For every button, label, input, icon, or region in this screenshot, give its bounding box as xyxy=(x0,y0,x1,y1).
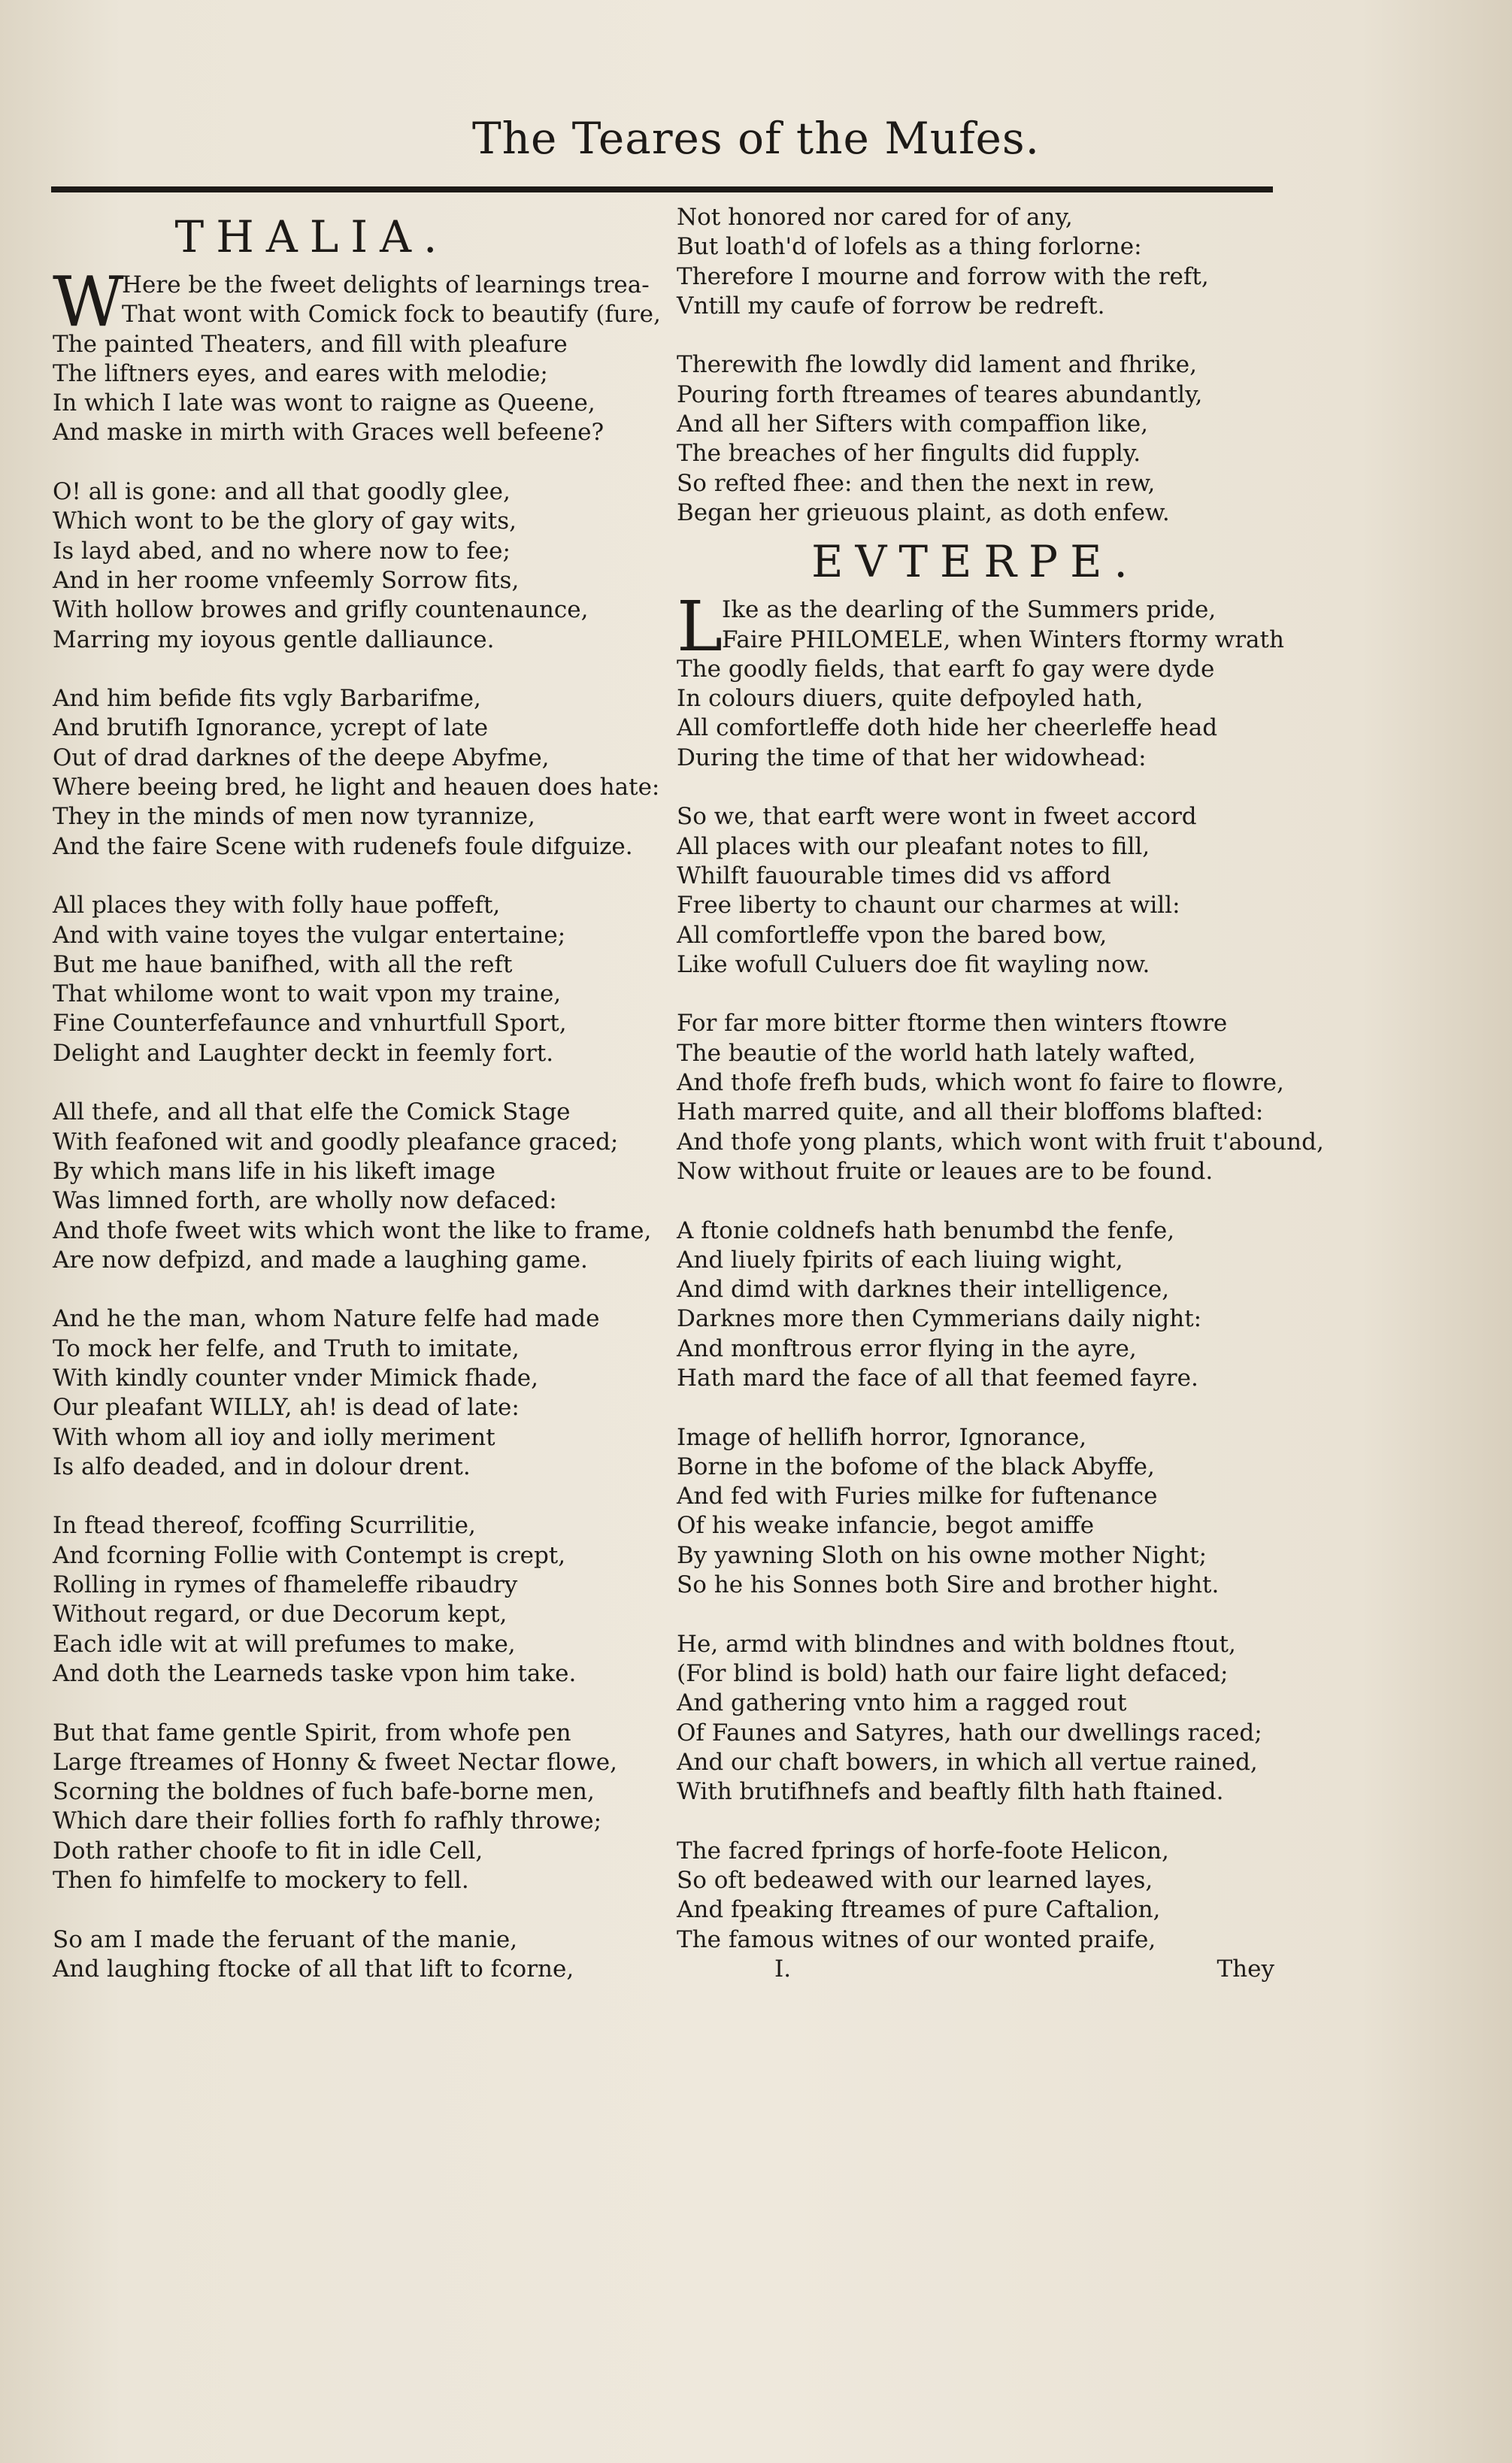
verse-line: Hath marred quite, and all their bloffoms blafted: xyxy=(677,1098,1264,1126)
verse-line: By which mans life in his likeft image xyxy=(53,1157,495,1185)
verse-line: With whom all ioy and iolly meriment xyxy=(53,1423,495,1451)
verse-line: And brutifh Ignorance, ycrept of late xyxy=(53,714,489,742)
verse-line: Is layd abed, and no where now to fee; xyxy=(53,537,511,565)
verse-line: Doth rather choofe to fit in idle Cell, xyxy=(53,1837,483,1865)
verse-line: Rolling in rymes of fhameleffe ribaudry xyxy=(53,1571,518,1599)
verse-line: Of his weake infancie, begot amiffe xyxy=(677,1512,1095,1540)
euterpe-stanza-4 xyxy=(677,1216,1274,1394)
verse-line: The painted Theaters, and fill with pleafure xyxy=(53,330,568,358)
thalia-stanza-4 xyxy=(53,891,662,1068)
verse-line: Pouring forth ftreames of teares abundantly, xyxy=(677,380,1203,408)
thalia-stanza-1 xyxy=(53,262,662,448)
verse-line: And maske in mirth with Graces well befeene? xyxy=(53,419,604,447)
verse-line: In which I late was wont to raigne as Queene, xyxy=(53,389,595,417)
right-column xyxy=(677,203,1324,1984)
verse-line: And liuely fpirits of each liuing wight, xyxy=(677,1246,1123,1274)
thalia-stanza-7 xyxy=(53,1511,662,1689)
euterpe-stanza-3 xyxy=(677,1009,1324,1186)
verse-line: They in the minds of men now tyrannize, xyxy=(53,803,535,831)
verse-line: In ftead thereof, fcoffing Scurrilitie, xyxy=(53,1512,476,1540)
verse-line: And the faire Scene with rudenefs foule difguize. xyxy=(53,832,633,860)
verse-line: And laughing ftocke of all that lift to fcorne, xyxy=(53,1955,574,1983)
verse-line: Borne in the bofome of the black Abyffe, xyxy=(677,1453,1155,1480)
verse-line: Large ftreames of Honny & fweet Nectar flowe, xyxy=(53,1748,617,1776)
catchword: They xyxy=(1217,1955,1274,1983)
verse-line: Is alfo deaded, and in dolour drent. xyxy=(53,1453,471,1480)
verse-line: With kindly counter vnder Mimick fhade, xyxy=(53,1364,539,1392)
running-title: The Teares of the Mufes. xyxy=(471,113,1041,164)
verse-line: In colours diuers, quite defpoyled hath, xyxy=(677,685,1144,713)
verse-line: But loath'd of lofels as a thing forlorne: xyxy=(677,233,1142,261)
verse-line: But me haue banifhed, with all the reft xyxy=(53,950,513,978)
verse-line: But that fame gentle Spirit, from whofe pen xyxy=(53,1719,571,1747)
verse-line: The liftners eyes, and eares with melodie; xyxy=(53,359,548,387)
verse-line: Out of drad darknes of the deepe Abyfme, xyxy=(53,744,550,771)
verse-line: For far more bitter ftorme then winters ftowre xyxy=(677,1010,1228,1038)
verse-line: Our pleafant WILLY, ah! is dead of late: xyxy=(53,1394,520,1422)
verse-line: And our chaft bowers, in which all vertue rained, xyxy=(677,1748,1258,1776)
verse-line: Which wont to be the glory of gay wits, xyxy=(53,507,517,535)
verse-line: Here be the fweet delights of learnings trea- xyxy=(122,271,650,298)
verse-line: And he the man, whom Nature felfe had made xyxy=(53,1305,600,1333)
verse-line: Was limned forth, are wholly now defaced: xyxy=(53,1187,557,1215)
thalia-heading: THALIA. xyxy=(174,211,450,262)
verse-line: With feafoned wit and goodly pleafance graced; xyxy=(53,1128,619,1156)
verse-line: (For blind is bold) hath our faire light defaced; xyxy=(677,1659,1229,1687)
verse-line: The facred fprings of horfe-foote Helicon, xyxy=(677,1837,1169,1865)
verse-line: By yawning Sloth on his owne mother Night; xyxy=(677,1541,1207,1569)
euterpe-stanza-5 xyxy=(677,1423,1274,1601)
verse-line: Therefore I mourne and forrow with the reft, xyxy=(677,262,1209,290)
verse-line: During the time of that her widowhead: xyxy=(677,744,1147,771)
verse-line: So refted fhee: and then the next in rew, xyxy=(677,469,1156,497)
verse-line: Image of hellifh horror, Ignorance, xyxy=(677,1423,1087,1451)
euterpe-stanza-2 xyxy=(677,802,1274,980)
verse-line: So am I made the feruant of the manie, xyxy=(53,1925,518,1953)
header-rule xyxy=(51,186,1273,192)
verse-line: So we, that earft were wont in fweet accord xyxy=(677,803,1197,831)
verse-line: And all her Sifters with compaffion like, xyxy=(677,410,1148,438)
verse-line: Hath mard the face of all that feemed fayre. xyxy=(677,1364,1198,1392)
thalia-stanza-8 xyxy=(53,1719,662,1896)
left-column xyxy=(53,203,662,1984)
verse-line: All places with our pleafant notes to fill, xyxy=(677,832,1150,860)
verse-line: Now without fruite or leaues are to be found. xyxy=(677,1157,1214,1185)
verse-line: Where beeing bred, he light and heauen does hate: xyxy=(53,774,660,801)
verse-line: And thofe frefh buds, which wont fo faire to flowre, xyxy=(677,1069,1284,1097)
verse-line: Ike as the dearling of the Summers pride, xyxy=(722,596,1217,624)
verse-line: To mock her felfe, and Truth to imitate, xyxy=(53,1335,520,1362)
euterpe-heading: EVTERPE. xyxy=(811,536,1140,588)
verse-line: Of Faunes and Satyres, hath our dwellings raced; xyxy=(677,1719,1262,1747)
verse-line: Faire PHILOMELE, when Winters ftormy wrath xyxy=(722,626,1284,653)
thalia-stanza-5 xyxy=(53,1098,662,1275)
thalia-stanza-2 xyxy=(53,477,662,655)
verse-line: Fine Counterfefaunce and vnhurtfull Sport, xyxy=(53,1010,567,1038)
verse-line: Vntill my caufe of forrow be redreft. xyxy=(677,292,1105,320)
verse-line: And fpeaking ftreames of pure Caftalion, xyxy=(677,1896,1161,1924)
verse-line: And monftrous error flying in the ayre, xyxy=(677,1335,1137,1362)
signature-mark: I. xyxy=(774,1955,792,1983)
verse-line: And doth the Learneds taske vpon him take. xyxy=(53,1659,577,1687)
verse-line: Which dare their follies forth fo rafhly throwe; xyxy=(53,1807,602,1835)
verse-line: That wont with Comick fock to beautify (fure, xyxy=(122,301,661,329)
verse-line: And fcorning Follie with Contempt is crept, xyxy=(53,1541,566,1569)
thalia-stanza-9 xyxy=(53,1925,662,1985)
verse-line: All places they with folly haue poffeft, xyxy=(53,892,501,919)
verse-line: Not honored nor cared for of any, xyxy=(677,204,1073,231)
verse-line: With hollow browes and grifly countenaunce, xyxy=(53,596,589,624)
verse-line: Began her grieuous plaint, as doth enfew. xyxy=(677,498,1170,526)
drop-cap-w: W xyxy=(53,262,124,342)
verse-line: Without regard, or due Decorum kept, xyxy=(53,1601,508,1628)
verse-line: Delight and Laughter deckt in feemly fort. xyxy=(53,1039,554,1067)
verse-line: The breaches of her fingults did fupply. xyxy=(677,440,1141,468)
verse-line: So oft bedeawed with our learned layes, xyxy=(677,1867,1153,1895)
thalia-stanza-3 xyxy=(53,684,662,862)
verse-line: All comfortleffe doth hide her cheerleffe head xyxy=(677,714,1218,742)
thalia-stanza-10 xyxy=(677,203,1274,321)
verse-line: All thefe, and all that elfe the Comick Stage xyxy=(53,1098,571,1126)
verse-line: So he his Sonnes both Sire and brother hight. xyxy=(677,1571,1220,1599)
verse-line: Free liberty to chaunt our charmes at will: xyxy=(677,892,1180,919)
euterpe-stanza-1 xyxy=(677,586,1284,773)
verse-line: That whilome wont to wait vpon my traine, xyxy=(53,980,562,1008)
verse-line: With brutifhnefs and beaftly filth hath ftained. xyxy=(677,1778,1224,1806)
thalia-stanza-11 xyxy=(677,350,1274,528)
verse-line: And in her roome vnfeemly Sorrow fits, xyxy=(53,566,520,594)
verse-line: The beautie of the world hath lately wafted, xyxy=(677,1039,1196,1067)
euterpe-stanza-6 xyxy=(677,1630,1274,1807)
page-footer xyxy=(677,1955,1274,1984)
thalia-stanza-6 xyxy=(53,1304,662,1482)
verse-line: Marring my ioyous gentle dalliaunce. xyxy=(53,626,495,653)
verse-line: And gathering vnto him a ragged rout xyxy=(677,1689,1127,1717)
verse-line: And thofe fweet wits which wont the like to frame, xyxy=(53,1216,652,1244)
verse-line: Are now defpizd, and made a laughing game. xyxy=(53,1246,588,1274)
euterpe-stanza-7 xyxy=(677,1837,1274,1955)
verse-line: Darknes more then Cymmerians daily night: xyxy=(677,1305,1202,1333)
verse-line: The goodly fields, that earft fo gay were dyde xyxy=(677,655,1215,683)
drop-cap-l: L xyxy=(677,586,723,668)
verse-line: Then fo himfelfe to mockery to fell. xyxy=(53,1867,469,1895)
verse-line: Therewith fhe lowdly did lament and fhrike, xyxy=(677,351,1197,379)
verse-line: And fed with Furies milke for fuftenance xyxy=(677,1483,1158,1510)
verse-line: O! all is gone: and all that goodly glee, xyxy=(53,478,511,506)
verse-line: He, armd with blindnes and with boldnes ftout, xyxy=(677,1630,1236,1658)
verse-line: And him befide fits vgly Barbarifme, xyxy=(53,685,481,713)
verse-line: All comfortleffe vpon the bared bow, xyxy=(677,921,1107,949)
verse-line: And dimd with darknes their intelligence, xyxy=(677,1276,1170,1304)
verse-line: The famous witnes of our wonted praife, xyxy=(677,1925,1156,1953)
verse-line: Like wofull Culuers doe fit wayling now. xyxy=(677,950,1150,978)
verse-line: A ftonie coldnefs hath benumbd the fenfe, xyxy=(677,1216,1175,1244)
verse-line: Whilft fauourable times did vs afford xyxy=(677,862,1111,889)
verse-line: And with vaine toyes the vulgar entertaine; xyxy=(53,921,566,949)
verse-line: And thofe yong plants, which wont with fruit t'abound, xyxy=(677,1128,1324,1156)
verse-line: Scorning the boldnes of fuch bafe-borne men, xyxy=(53,1778,595,1806)
verse-line: Each idle wit at will prefumes to make, xyxy=(53,1630,516,1658)
